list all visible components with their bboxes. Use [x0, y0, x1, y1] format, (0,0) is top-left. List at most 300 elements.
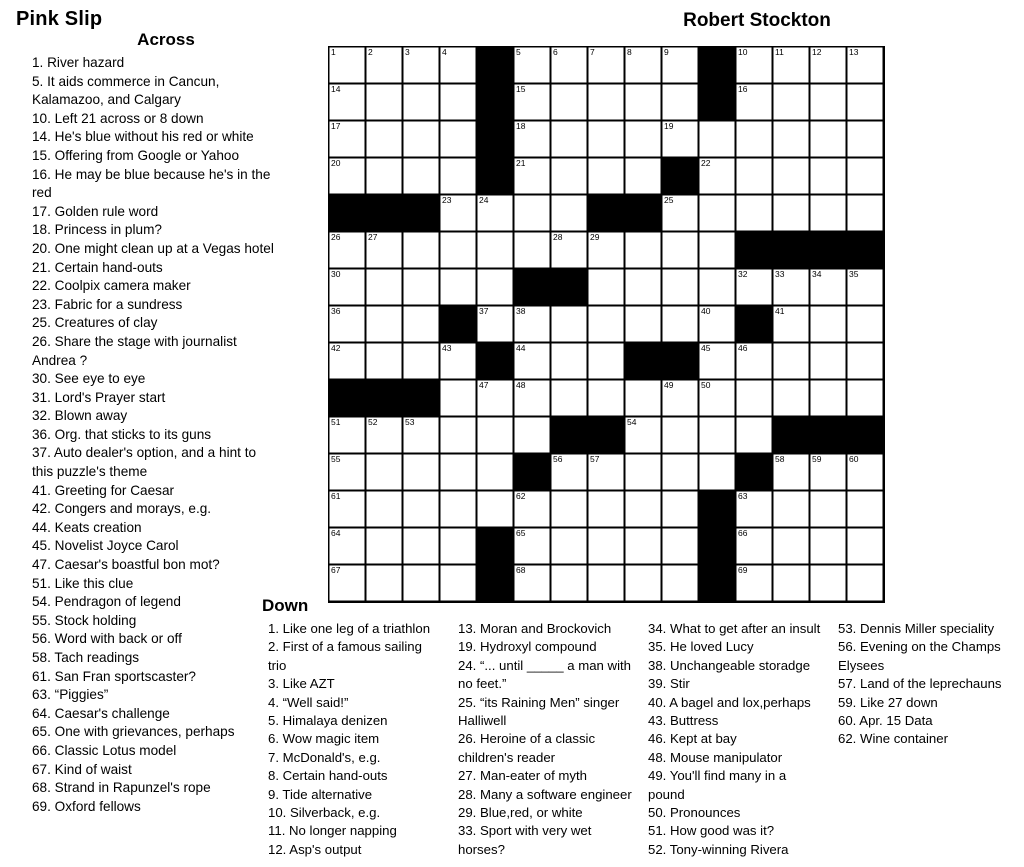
across-clue: 18. Princess in plum? [32, 222, 162, 238]
grid-cell-number: 14 [331, 84, 341, 94]
grid-cell[interactable] [699, 454, 736, 491]
grid-cell[interactable] [551, 454, 588, 491]
grid-cell[interactable] [847, 269, 884, 306]
grid-cell[interactable] [847, 491, 884, 528]
grid-cell[interactable] [810, 195, 847, 232]
grid-block [699, 491, 736, 528]
grid-block [551, 417, 588, 454]
grid-cell[interactable] [366, 269, 403, 306]
grid-cell-number: 60 [849, 454, 859, 464]
across-clues-section [16, 30, 276, 816]
grid-cell[interactable] [366, 417, 403, 454]
down-clue: 57. Land of the leprechauns [838, 676, 1002, 692]
grid-cell[interactable] [810, 491, 847, 528]
across-clue: 22. Coolpix camera maker [32, 278, 191, 294]
grid-block [477, 47, 514, 84]
down-clue: 39. Stir [648, 676, 690, 692]
grid-cell[interactable] [810, 121, 847, 158]
grid-cell[interactable] [366, 343, 403, 380]
grid-cell[interactable] [662, 454, 699, 491]
grid-cell[interactable] [773, 380, 810, 417]
grid-cell[interactable] [773, 195, 810, 232]
grid-cell[interactable] [329, 417, 366, 454]
across-clue: 66. Classic Lotus model [32, 742, 177, 758]
down-clue-column [258, 620, 448, 859]
down-clue: 12. Asp's output [268, 841, 362, 857]
grid-cell[interactable] [736, 84, 773, 121]
crossword-grid[interactable] [328, 46, 885, 603]
grid-block [403, 195, 440, 232]
down-clue: 26. Heroine of a classic children's reader [458, 731, 596, 765]
grid-cell[interactable] [699, 232, 736, 269]
grid-cell[interactable] [440, 380, 477, 417]
down-clue: 29. Blue,red, or white [458, 805, 583, 821]
grid-cell-number: 21 [516, 158, 526, 168]
grid-cell[interactable] [773, 454, 810, 491]
grid-cell[interactable] [625, 121, 662, 158]
grid-block [810, 417, 847, 454]
down-clue: 51. How good was it? [648, 823, 775, 839]
grid-cell[interactable] [773, 121, 810, 158]
grid-cell[interactable] [403, 158, 440, 195]
grid-cell[interactable] [440, 195, 477, 232]
down-clue: 28. Many a software engineer [458, 786, 632, 802]
across-clue: 58. Tach readings [32, 650, 140, 665]
grid-cell[interactable] [551, 343, 588, 380]
grid-cell-number: 23 [442, 195, 452, 205]
grid-block [736, 306, 773, 343]
grid-cell[interactable] [588, 528, 625, 565]
grid-cell[interactable] [736, 158, 773, 195]
grid-cell[interactable] [366, 158, 403, 195]
grid-cell[interactable] [551, 47, 588, 84]
grid-cell[interactable] [662, 491, 699, 528]
grid-cell[interactable] [440, 528, 477, 565]
down-clue: 38. Unchangeable storadge [648, 657, 811, 673]
grid-cell[interactable] [440, 491, 477, 528]
grid-cell-number: 54 [627, 417, 637, 427]
grid-cell[interactable] [847, 380, 884, 417]
grid-cell[interactable] [699, 195, 736, 232]
across-clue: 41. Greeting for Caesar [32, 482, 175, 498]
grid-cell[interactable] [329, 343, 366, 380]
grid-cell[interactable] [551, 491, 588, 528]
grid-cell[interactable] [366, 121, 403, 158]
grid-cell[interactable] [810, 306, 847, 343]
grid-cell[interactable] [847, 306, 884, 343]
down-clue: 7. McDonald's, e.g. [268, 749, 381, 765]
grid-cell[interactable] [403, 47, 440, 84]
grid-cell[interactable] [403, 417, 440, 454]
down-clue: 46. Kept at bay [648, 731, 737, 747]
grid-cell[interactable] [514, 343, 551, 380]
grid-cell[interactable] [588, 343, 625, 380]
grid-cell[interactable] [514, 491, 551, 528]
grid-cell[interactable] [366, 528, 403, 565]
down-clue: 62. Wine container [838, 731, 948, 747]
grid-cell[interactable] [403, 343, 440, 380]
grid-cell[interactable] [440, 454, 477, 491]
grid-cell-number: 65 [516, 528, 526, 538]
grid-cell[interactable] [514, 84, 551, 121]
across-clue-list [16, 54, 276, 816]
grid-cell-number: 7 [590, 47, 595, 57]
grid-cell[interactable] [440, 343, 477, 380]
grid-block [773, 417, 810, 454]
grid-cell[interactable] [810, 269, 847, 306]
grid-cell[interactable] [810, 343, 847, 380]
grid-cell-number: 45 [701, 343, 711, 353]
grid-cell[interactable] [403, 454, 440, 491]
down-clue: 34. What to get after an insult [648, 621, 821, 636]
grid-cell-number: 27 [368, 232, 378, 242]
grid-cell[interactable] [847, 528, 884, 565]
grid-cell-number: 2 [368, 47, 373, 57]
grid-cell[interactable] [477, 269, 514, 306]
grid-cell[interactable] [773, 47, 810, 84]
grid-cell-number: 33 [775, 269, 785, 279]
grid-cell[interactable] [440, 269, 477, 306]
grid-cell[interactable] [477, 306, 514, 343]
grid-cell[interactable] [366, 306, 403, 343]
grid-cell[interactable] [773, 269, 810, 306]
grid-cell[interactable] [736, 380, 773, 417]
grid-cell-number: 22 [701, 158, 711, 168]
grid-cell[interactable] [625, 306, 662, 343]
grid-cell-number: 63 [738, 491, 748, 501]
grid-cell[interactable] [551, 380, 588, 417]
grid-cell[interactable] [514, 47, 551, 84]
grid-cell[interactable] [440, 417, 477, 454]
grid-cell[interactable] [551, 306, 588, 343]
grid-cell[interactable] [366, 454, 403, 491]
grid-block [699, 47, 736, 84]
grid-cell[interactable] [329, 84, 366, 121]
grid-block [625, 343, 662, 380]
grid-cell[interactable] [366, 84, 403, 121]
grid-cell-number: 9 [664, 47, 669, 57]
grid-block [514, 269, 551, 306]
grid-cell[interactable] [662, 269, 699, 306]
down-clue: 13. Moran and Brockovich [458, 621, 612, 636]
grid-cell-number: 38 [516, 306, 526, 316]
across-clue: 25. Creatures of clay [32, 315, 158, 331]
grid-cell[interactable] [477, 454, 514, 491]
grid-cell[interactable] [736, 195, 773, 232]
across-clue: 32. Blown away [32, 408, 128, 424]
grid-cell[interactable] [551, 232, 588, 269]
grid-cell[interactable] [551, 121, 588, 158]
down-clue: 10. Silverback, e.g. [268, 805, 381, 821]
across-clue: 16. He may be blue because he's in the red [32, 166, 271, 201]
grid-cell-number: 61 [331, 491, 341, 501]
grid-block [440, 306, 477, 343]
grid-cell[interactable] [514, 528, 551, 565]
across-clue: 26. Share the stage with journalist Andrea ? [32, 333, 237, 368]
across-clue: 45. Novelist Joyce Carol [32, 538, 179, 554]
grid-cell-number: 29 [590, 232, 600, 242]
grid-cell[interactable] [514, 380, 551, 417]
across-heading: Across [137, 30, 195, 49]
grid-cell[interactable] [477, 380, 514, 417]
grid-cell[interactable] [736, 528, 773, 565]
down-clue: 1. Like one leg of a triathlon [268, 621, 431, 636]
grid-cell[interactable] [477, 195, 514, 232]
grid-cell[interactable] [736, 417, 773, 454]
grid-block [699, 84, 736, 121]
across-clue: 42. Congers and morays, e.g. [32, 501, 212, 517]
grid-cell[interactable] [551, 84, 588, 121]
grid-cell[interactable] [588, 491, 625, 528]
grid-cell[interactable] [736, 343, 773, 380]
down-clue: 19. Hydroxyl compound [458, 639, 597, 655]
grid-cell[interactable] [699, 121, 736, 158]
down-clue: 56. Evening on the Champs Elysees [838, 639, 1001, 673]
grid-cell[interactable] [773, 491, 810, 528]
grid-cell[interactable] [699, 417, 736, 454]
grid-cell[interactable] [699, 269, 736, 306]
grid-cell[interactable] [514, 306, 551, 343]
grid-cell-number: 66 [738, 528, 748, 538]
grid-cell[interactable] [736, 269, 773, 306]
grid-block [403, 380, 440, 417]
grid-cell[interactable] [736, 121, 773, 158]
grid-cell[interactable] [440, 232, 477, 269]
grid-cell[interactable] [440, 121, 477, 158]
grid-cell[interactable] [625, 454, 662, 491]
down-clue: 25. “its Raining Men” singer Halliwell [458, 694, 620, 729]
grid-cell-number: 1 [331, 47, 336, 57]
grid-cell[interactable] [773, 343, 810, 380]
grid-cell[interactable] [329, 491, 366, 528]
across-clue: 63. “Piggies” [32, 687, 109, 703]
grid-cell[interactable] [847, 84, 884, 121]
grid-cell-number: 58 [775, 454, 785, 464]
grid-cell[interactable] [588, 232, 625, 269]
grid-cell[interactable] [329, 269, 366, 306]
across-clue: 23. Fabric for a sundress [32, 296, 183, 312]
grid-cell[interactable] [366, 232, 403, 269]
grid-cell[interactable] [847, 158, 884, 195]
grid-cell[interactable] [810, 47, 847, 84]
grid-cell[interactable] [736, 491, 773, 528]
grid-cell[interactable] [810, 528, 847, 565]
grid-cell[interactable] [551, 528, 588, 565]
grid-cell-number: 62 [516, 491, 526, 501]
grid-cell[interactable] [810, 158, 847, 195]
grid-cell[interactable] [477, 491, 514, 528]
grid-block [329, 380, 366, 417]
grid-cell[interactable] [514, 121, 551, 158]
grid-cell[interactable] [588, 47, 625, 84]
grid-cell[interactable] [477, 232, 514, 269]
grid-cell-number: 55 [331, 454, 341, 464]
down-clue-column [638, 620, 828, 859]
grid-cell-number: 53 [405, 417, 415, 427]
grid-cell-number: 56 [553, 454, 563, 464]
grid-cell[interactable] [403, 121, 440, 158]
grid-cell-number: 24 [479, 195, 489, 205]
grid-cell[interactable] [662, 232, 699, 269]
grid-cell[interactable] [329, 454, 366, 491]
grid-cell[interactable] [847, 47, 884, 84]
grid-cell[interactable] [588, 158, 625, 195]
grid-cell-number: 64 [331, 528, 341, 538]
grid-block [514, 454, 551, 491]
grid-cell[interactable] [366, 491, 403, 528]
across-clue: 37. Auto dealer's option, and a hint to this puzzle's theme [32, 445, 257, 480]
grid-cell[interactable] [699, 158, 736, 195]
across-clue: 15. Offering from Google or Yahoo [32, 147, 240, 163]
grid-cell[interactable] [662, 47, 699, 84]
grid-cell[interactable] [662, 417, 699, 454]
grid-block [847, 232, 884, 269]
grid-cell[interactable] [403, 528, 440, 565]
grid-cell-number: 67 [331, 565, 341, 575]
down-clue: 53. Dennis Miller speciality [838, 621, 995, 636]
across-clue: 55. Stock holding [32, 612, 137, 628]
grid-cell[interactable] [847, 454, 884, 491]
grid-cell[interactable] [847, 343, 884, 380]
grid-cell[interactable] [440, 47, 477, 84]
grid-cell[interactable] [588, 269, 625, 306]
grid-cell[interactable] [329, 528, 366, 565]
down-clue: 9. Tide alternative [268, 786, 373, 802]
grid-cell[interactable] [588, 380, 625, 417]
grid-cell[interactable] [329, 306, 366, 343]
grid-cell-number: 15 [516, 84, 526, 94]
grid-cell[interactable] [699, 380, 736, 417]
grid-cell-number: 20 [331, 158, 341, 168]
grid-block [736, 232, 773, 269]
grid-cell-number: 69 [738, 565, 748, 575]
grid-cell[interactable] [662, 84, 699, 121]
grid-cell[interactable] [403, 84, 440, 121]
grid-cell[interactable] [588, 121, 625, 158]
grid-block [810, 232, 847, 269]
grid-cell[interactable] [662, 195, 699, 232]
grid-cell-number: 12 [812, 47, 822, 57]
grid-cell[interactable] [773, 306, 810, 343]
grid-cell[interactable] [403, 491, 440, 528]
grid-cell[interactable] [329, 47, 366, 84]
grid-cell-number: 47 [479, 380, 489, 390]
across-clue: 36. Org. that sticks to its guns [32, 426, 212, 442]
down-clue: 60. Apr. 15 Data [838, 713, 933, 729]
grid-cell[interactable] [514, 195, 551, 232]
grid-cell[interactable] [810, 380, 847, 417]
grid-cell[interactable] [699, 343, 736, 380]
grid-cell[interactable] [588, 84, 625, 121]
grid-cell[interactable] [773, 528, 810, 565]
grid-block [847, 417, 884, 454]
grid-cell-number: 51 [331, 417, 341, 427]
grid-cell[interactable] [551, 158, 588, 195]
grid-cell[interactable] [403, 232, 440, 269]
grid-cell[interactable] [366, 47, 403, 84]
grid-cell[interactable] [329, 232, 366, 269]
grid-cell[interactable] [773, 158, 810, 195]
down-clue: 52. Tony-winning Rivera [648, 841, 789, 857]
grid-cell[interactable] [625, 269, 662, 306]
grid-cell[interactable] [329, 158, 366, 195]
down-clue-columns [258, 620, 1018, 859]
down-clue: 48. Mouse manipulator [648, 749, 783, 765]
grid-cell[interactable] [625, 528, 662, 565]
across-clue: 56. Word with back or off [32, 631, 182, 647]
across-clue: 51. Like this clue [32, 575, 134, 591]
down-clue-column [828, 620, 1018, 859]
grid-cell[interactable] [773, 84, 810, 121]
grid-cell[interactable] [440, 84, 477, 121]
grid-cell[interactable] [477, 417, 514, 454]
grid-cell[interactable] [847, 121, 884, 158]
grid-cell[interactable] [810, 454, 847, 491]
grid-cell[interactable] [662, 380, 699, 417]
grid-cell[interactable] [625, 491, 662, 528]
down-clue: 24. “... until _____ a man with no feet.” [458, 657, 632, 692]
grid-cell[interactable] [662, 306, 699, 343]
grid-cell[interactable] [625, 84, 662, 121]
grid-cell-number: 36 [331, 306, 341, 316]
grid-cell[interactable] [625, 232, 662, 269]
grid-cell[interactable] [625, 417, 662, 454]
down-clue: 35. He loved Lucy [648, 639, 754, 655]
grid-block [588, 195, 625, 232]
grid-block [477, 84, 514, 121]
down-clue: 4. “Well said!” [268, 694, 349, 710]
grid-cell[interactable] [847, 195, 884, 232]
grid-cell[interactable] [329, 121, 366, 158]
grid-cell[interactable] [403, 269, 440, 306]
grid-cell[interactable] [588, 454, 625, 491]
grid-cell-number: 3 [405, 47, 410, 57]
grid-cell-number: 5 [516, 47, 521, 57]
grid-cell[interactable] [588, 306, 625, 343]
grid-cell[interactable] [625, 380, 662, 417]
grid-cell[interactable] [514, 232, 551, 269]
grid-cell[interactable] [440, 158, 477, 195]
grid-cell-number: 43 [442, 343, 452, 353]
grid-cell[interactable] [699, 306, 736, 343]
across-clue: 69. Oxford fellows [32, 798, 141, 814]
down-clue: 50. Pronounces [648, 805, 741, 821]
grid-cell[interactable] [625, 47, 662, 84]
grid-cell-number: 59 [812, 454, 822, 464]
grid-cell-number: 19 [664, 121, 674, 131]
grid-cell[interactable] [662, 121, 699, 158]
grid-cell[interactable] [551, 195, 588, 232]
across-clue: 61. San Fran sportscaster? [32, 668, 196, 684]
grid-cell[interactable] [625, 158, 662, 195]
grid-cell[interactable] [514, 158, 551, 195]
down-clue: 5. Himalaya denizen [268, 713, 388, 729]
grid-block [477, 121, 514, 158]
grid-cell-number: 35 [849, 269, 859, 279]
grid-cell-number: 52 [368, 417, 378, 427]
grid-cell[interactable] [810, 84, 847, 121]
grid-cell[interactable] [514, 417, 551, 454]
across-clue: 20. One might clean up at a Vegas hotel [32, 240, 274, 256]
grid-cell[interactable] [662, 528, 699, 565]
grid-cell[interactable] [403, 306, 440, 343]
down-clue: 3. Like AZT [268, 676, 335, 692]
grid-cell-number: 10 [738, 47, 748, 57]
across-clue: 68. Strand in Rapunzel's rope [32, 780, 211, 796]
grid-cell-number: 44 [516, 343, 526, 353]
across-clue: 47. Caesar's boastful bon mot? [32, 557, 220, 573]
grid-cell[interactable] [736, 47, 773, 84]
